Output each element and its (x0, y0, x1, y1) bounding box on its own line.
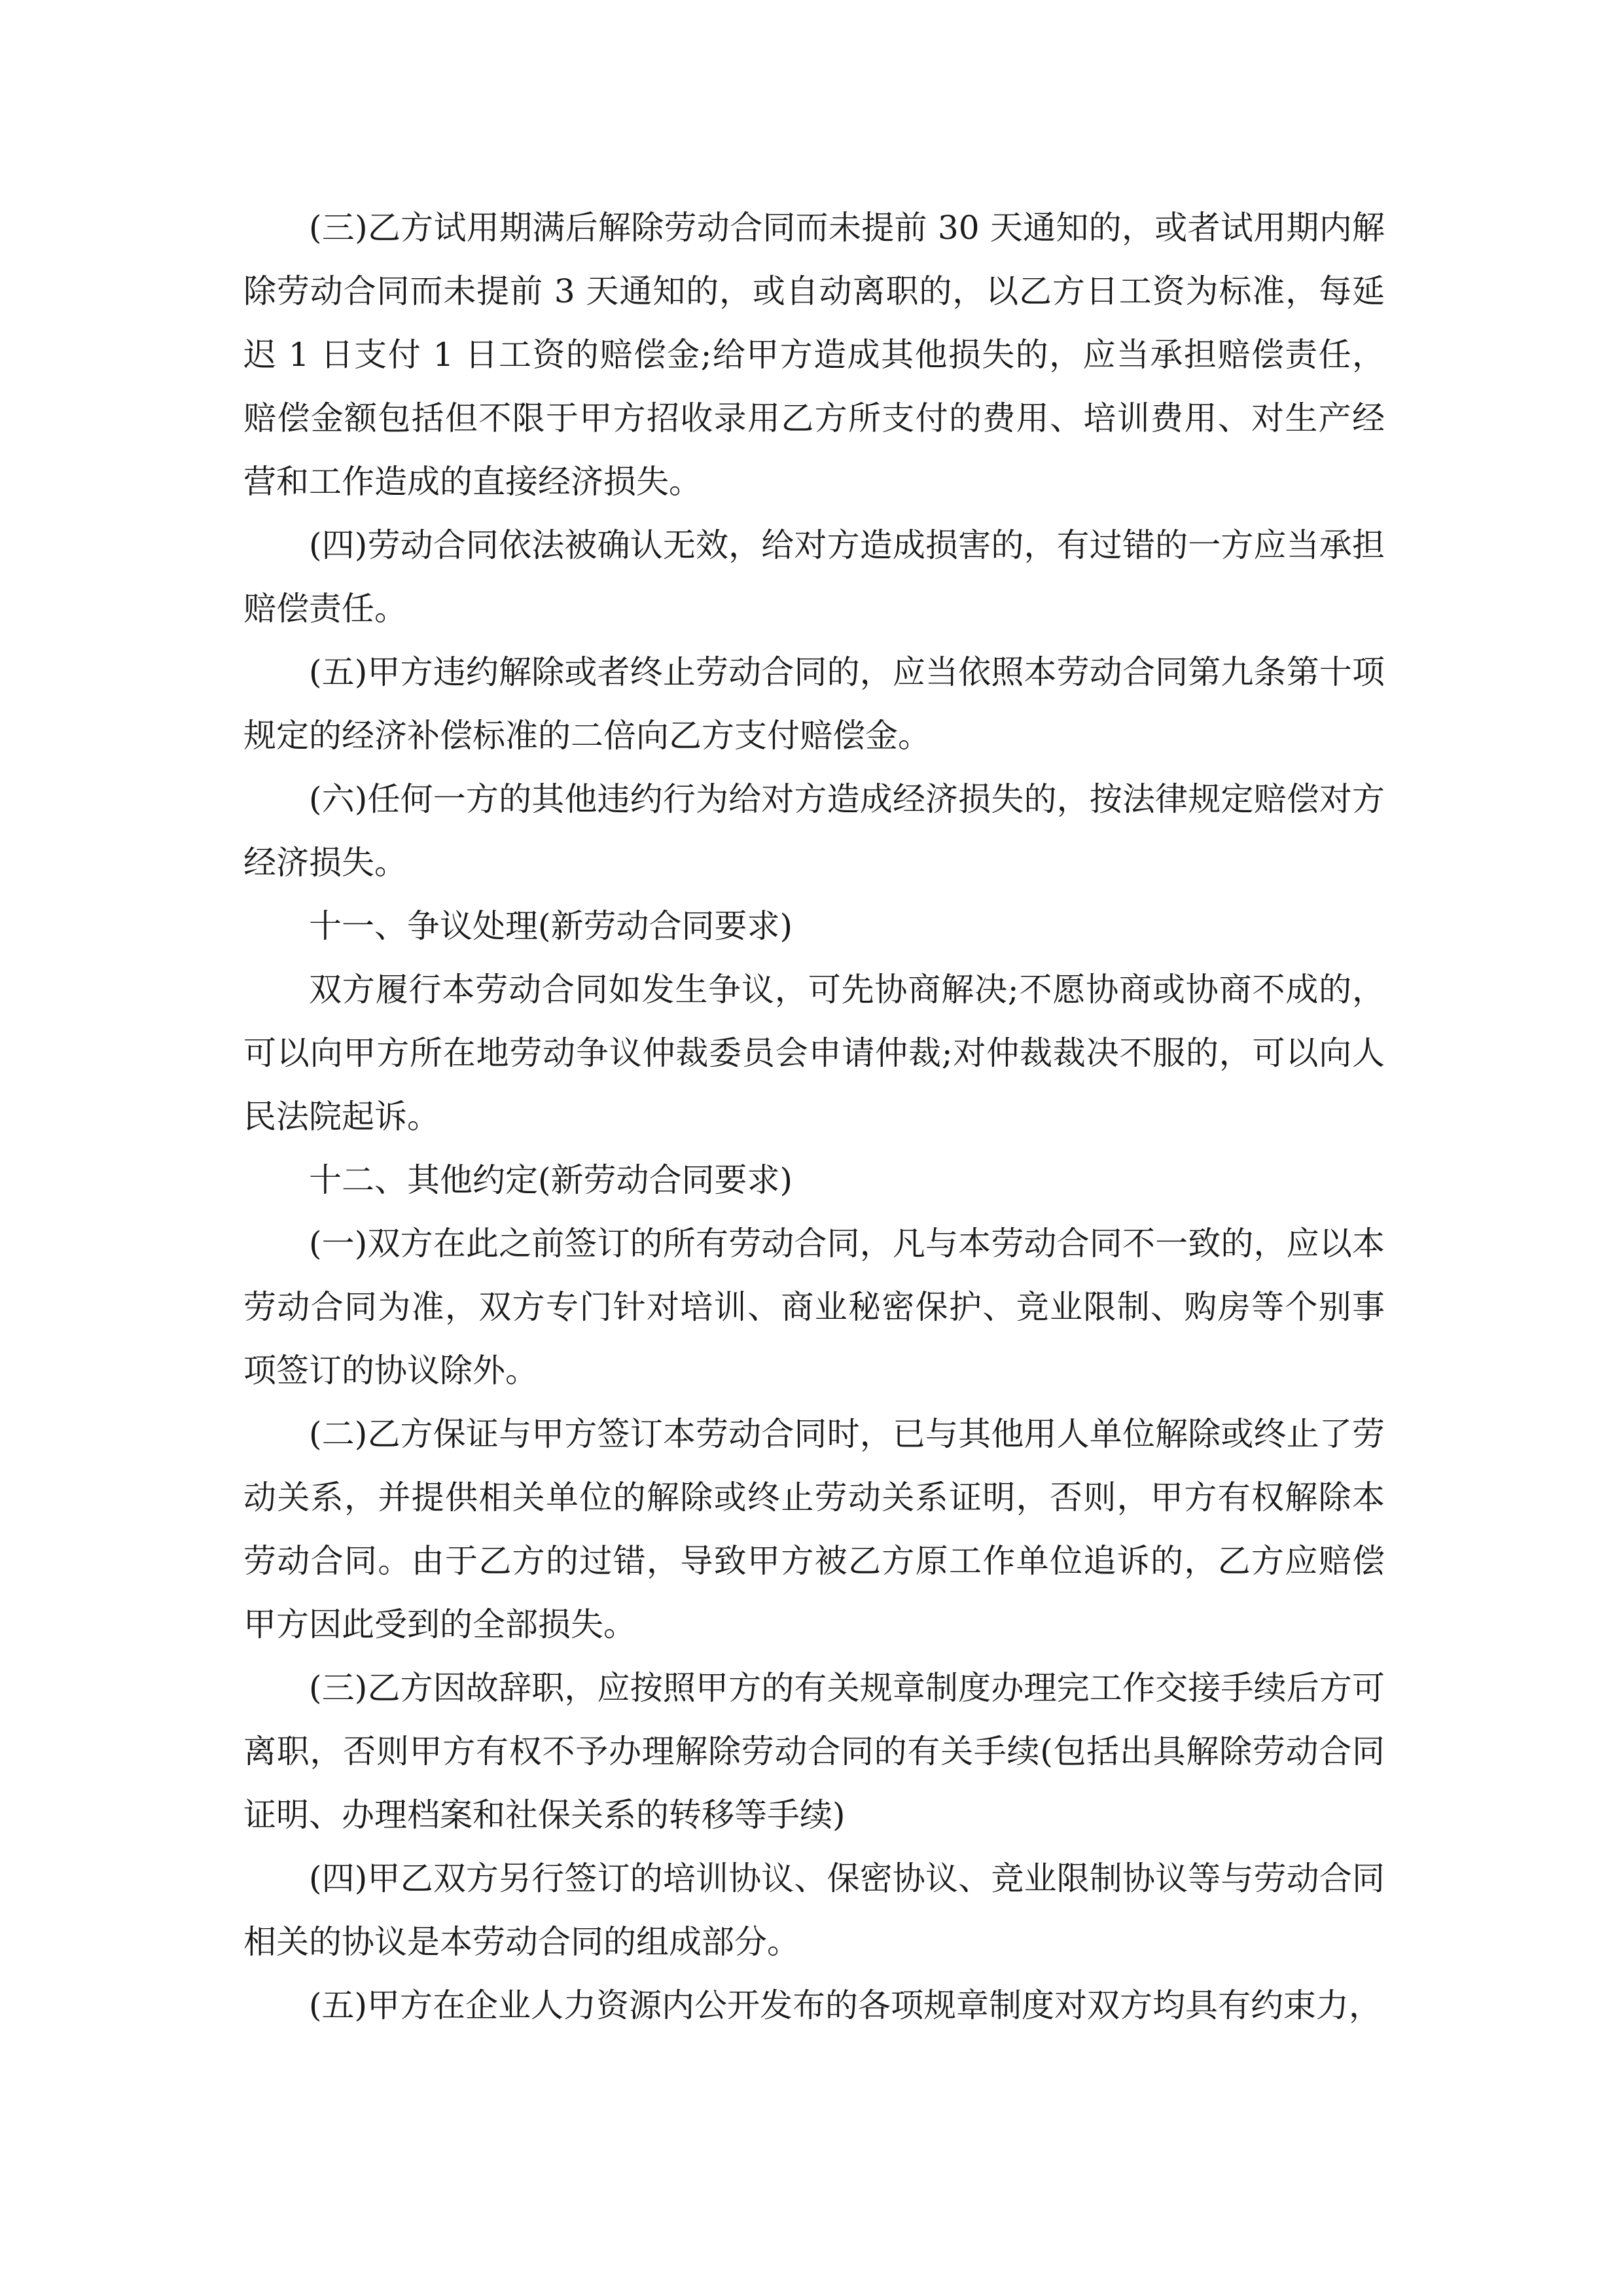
section-12-clause-3: (三)乙方因故辞职，应按照甲方的有关规章制度办理完工作交接手续后方可离职，否则甲方有权不予办理解除劳动合同的有关手续(包括出具解除劳动合同证明、办理档案和社保关系的转移等手续) (243, 1669, 1385, 1834)
clause-4-invalid-contract: (四)劳动合同依法被确认无效，给对方造成损害的，有过错的一方应当承担赔偿责任。 (243, 526, 1385, 628)
clause-6-other-breach: (六)任何一方的其他违约行为给对方造成经济损失的，按法律规定赔偿对方经济损失。 (243, 780, 1385, 882)
section-11-body: 双方履行本劳动合同如发生争议，可先协商解决;不愿协商或协商不成的，可以向甲方所在地劳动争议仲裁委员会申请仲裁;对仲裁裁决不服的，可以向人民法院起诉。 (243, 971, 1385, 1136)
section-12-clause-4: (四)甲乙双方另行签订的培训协议、保密协议、竞业限制协议等与劳动合同相关的协议是本劳动合同的组成部分。 (243, 1859, 1385, 1961)
clause-3-breach-notice: (三)乙方试用期满后解除劳动合同而未提前 30 天通知的，或者试用期内解除劳动合同而未提前 3 天通知的，或自动离职的，以乙方日工资为标准，每延迟 1 日支付 1 日工资的赔偿金;给甲方造成其他损失的，应当承担赔偿责任，赔偿金额包括但不限于甲方招收录用乙方所支付的费用、培训费用、对生产经营和工作造成的直接经济损失。 (243, 209, 1385, 501)
section-12-clause-1: (一)双方在此之前签订的所有劳动合同，凡与本劳动合同不一致的，应以本劳动合同为准，双方专门针对培训、商业秘密保护、竞业限制、购房等个别事项签订的协议除外。 (243, 1225, 1385, 1390)
section-12-heading: 十二、其他约定(新劳动合同要求) (309, 1161, 793, 1199)
document-body (243, 196, 1385, 2037)
section-11-heading: 十一、争议处理(新劳动合同要求) (309, 907, 793, 945)
section-12-clause-5: (五)甲方在企业人力资源内公开发布的各项规章制度对双方均具有约束力， (309, 1986, 1382, 2024)
section-12-clause-2: (二)乙方保证与甲方签订本劳动合同时，已与其他用人单位解除或终止了劳动关系，并提供相关单位的解除或终止劳动关系证明，否则，甲方有权解除本劳动合同。由于乙方的过错，导致甲方被乙方原工作单位追诉的，乙方应赔偿甲方因此受到的全部损失。 (243, 1415, 1385, 1643)
clause-5-employer-breach: (五)甲方违约解除或者终止劳动合同的，应当依照本劳动合同第九条第十项规定的经济补偿标准的二倍向乙方支付赔偿金。 (243, 653, 1385, 755)
